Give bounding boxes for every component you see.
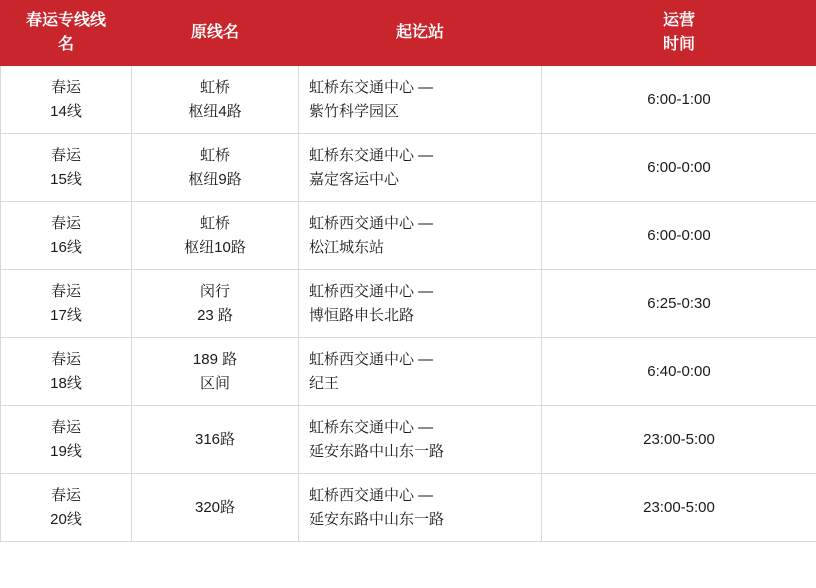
cell-line-name — [1, 270, 132, 338]
original-name-text-1: 闵行 — [199, 283, 230, 301]
line-name-text-2: 16线 — [50, 238, 82, 256]
line-name-text-2: 18线 — [50, 374, 82, 392]
column-header-terminals-text: 起讫站 — [395, 24, 444, 41]
cell-line-name — [1, 338, 132, 406]
table-row — [1, 134, 816, 202]
cell-line-name — [1, 202, 132, 270]
hours-text: 6:00-0:00 — [647, 158, 711, 176]
cell-terminals — [299, 134, 542, 202]
terminals-text-1: 虹桥东交通中心 — — [309, 147, 434, 165]
cell-terminals — [299, 202, 542, 270]
hours-text: 23:00-5:00 — [643, 498, 715, 516]
original-name-text-2: 23 路 — [197, 306, 233, 324]
cell-terminals — [299, 270, 542, 338]
cell-line-name — [1, 134, 132, 202]
hours-text: 6:25-0:30 — [647, 294, 711, 312]
terminals-text-2: 松江城东站 — [309, 238, 385, 256]
cell-terminals — [299, 474, 542, 542]
cell-terminals — [299, 338, 542, 406]
terminals-text-1: 虹桥西交通中心 — — [309, 215, 434, 233]
terminals-text-1: 虹桥西交通中心 — — [309, 487, 434, 505]
cell-line-name — [1, 406, 132, 474]
original-name-text-1: 虹桥 — [199, 215, 230, 233]
cell-line-name — [1, 474, 132, 542]
column-header-hours — [542, 1, 816, 66]
terminals-text-2: 紫竹科学园区 — [309, 102, 400, 120]
terminals-text-2: 延安东路中山东一路 — [309, 510, 445, 528]
line-name-text-1: 春运 — [50, 79, 81, 97]
table-header — [1, 1, 816, 66]
cell-hours — [542, 474, 816, 542]
table-row — [1, 202, 816, 270]
hours-text: 23:00-5:00 — [643, 430, 715, 448]
cell-hours — [542, 66, 816, 134]
original-name-text-2: 区间 — [199, 374, 230, 392]
original-name-text-2: 枢纽9路 — [188, 170, 242, 188]
column-header-original-name — [132, 1, 299, 66]
line-name-text-2: 14线 — [50, 102, 82, 120]
column-header-line-name-text-2: 名 — [57, 36, 74, 53]
terminals-text-2: 博恒路申长北路 — [309, 306, 415, 324]
cell-original-name — [132, 134, 299, 202]
terminals-text-2: 延安东路中山东一路 — [309, 442, 445, 460]
line-name-text-2: 15线 — [50, 170, 82, 188]
line-name-text-1: 春运 — [50, 487, 81, 505]
cell-terminals — [299, 406, 542, 474]
original-name-text-2: 枢纽10路 — [184, 238, 246, 256]
cell-hours — [542, 134, 816, 202]
column-header-line-name — [1, 1, 132, 66]
cell-hours — [542, 406, 816, 474]
line-name-text-2: 17线 — [50, 306, 82, 324]
cell-terminals — [299, 66, 542, 134]
cell-hours — [542, 202, 816, 270]
cell-hours — [542, 338, 816, 406]
table-body — [1, 66, 816, 542]
terminals-text-2: 纪王 — [309, 374, 340, 392]
original-name-text-1: 虹桥 — [199, 147, 230, 165]
line-name-text-1: 春运 — [50, 147, 81, 165]
column-header-line-name-text-1: 春运专线线 — [25, 12, 106, 29]
line-name-text-1: 春运 — [50, 283, 81, 301]
hours-text: 6:00-1:00 — [647, 90, 711, 108]
line-name-text-2: 19线 — [50, 442, 82, 460]
table-row — [1, 406, 816, 474]
table-row — [1, 474, 816, 542]
column-header-hours-text-1: 运营 — [662, 12, 695, 29]
table-header-row — [1, 1, 816, 66]
cell-original-name — [132, 202, 299, 270]
column-header-original-name-text: 原线名 — [190, 24, 239, 41]
table-row — [1, 270, 816, 338]
cell-line-name — [1, 66, 132, 134]
hours-text: 6:40-0:00 — [647, 362, 711, 380]
original-name-text-1: 189 路 — [192, 351, 238, 369]
table-row — [1, 66, 816, 134]
original-name-text-1: 320路 — [194, 498, 236, 516]
terminals-text-2: 嘉定客运中心 — [309, 170, 400, 188]
terminals-text-1: 虹桥东交通中心 — — [309, 79, 434, 97]
line-name-text-1: 春运 — [50, 215, 81, 233]
cell-original-name — [132, 66, 299, 134]
cell-original-name — [132, 474, 299, 542]
column-header-hours-text-2: 时间 — [662, 36, 695, 53]
line-name-text-2: 20线 — [50, 510, 82, 528]
terminals-text-1: 虹桥西交通中心 — — [309, 283, 434, 301]
line-name-text-1: 春运 — [50, 351, 81, 369]
cell-original-name — [132, 338, 299, 406]
original-name-text-2: 枢纽4路 — [188, 102, 242, 120]
line-name-text-1: 春运 — [50, 419, 81, 437]
hours-text: 6:00-0:00 — [647, 226, 711, 244]
column-header-terminals — [299, 1, 542, 66]
terminals-text-1: 虹桥东交通中心 — — [309, 419, 434, 437]
terminals-text-1: 虹桥西交通中心 — — [309, 351, 434, 369]
cell-original-name — [132, 406, 299, 474]
cell-hours — [542, 270, 816, 338]
cell-original-name — [132, 270, 299, 338]
table-row — [1, 338, 816, 406]
original-name-text-1: 316路 — [194, 430, 236, 448]
original-name-text-1: 虹桥 — [199, 79, 230, 97]
